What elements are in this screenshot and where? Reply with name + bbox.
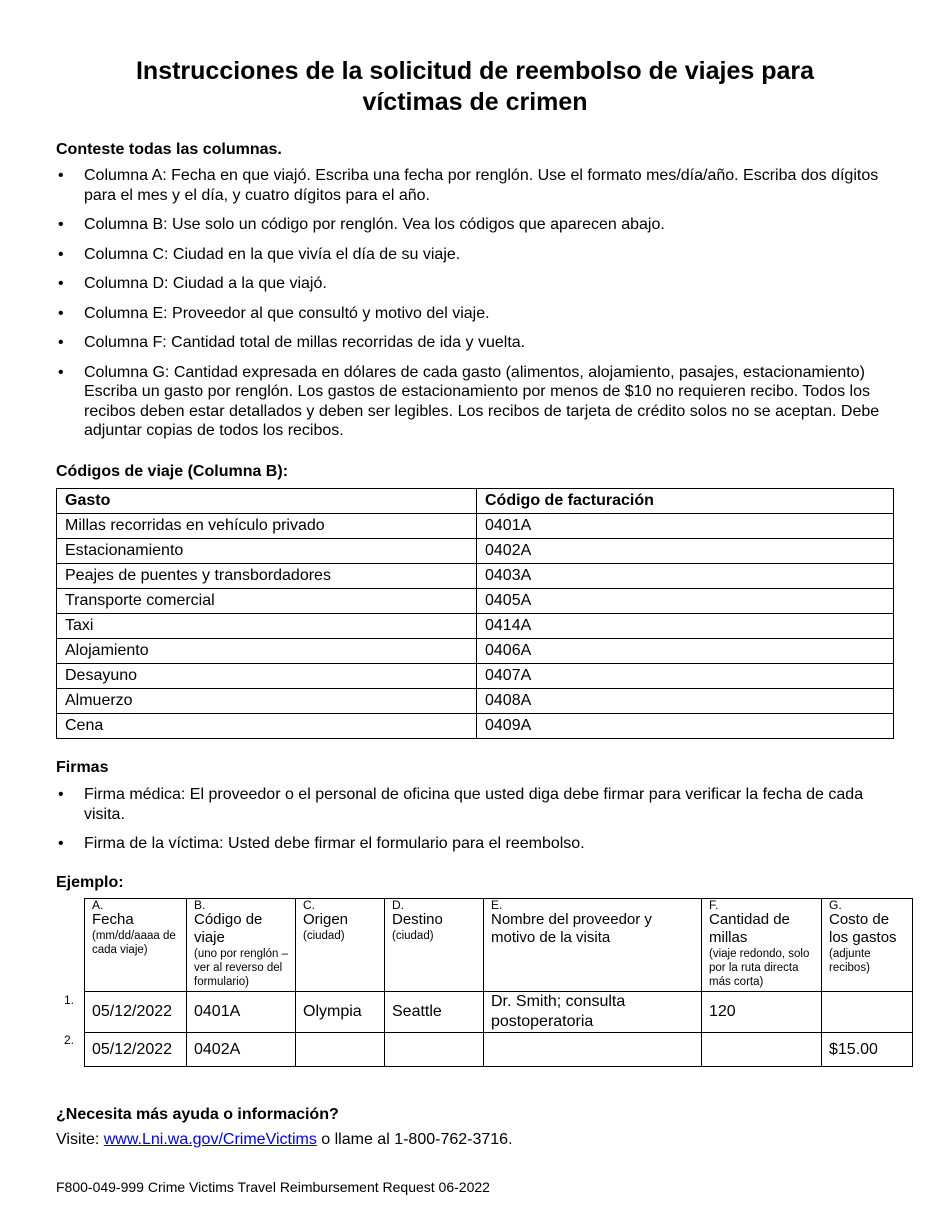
example-cost-cell [822, 992, 913, 1033]
instruction-column-g: • Columna G: Cantidad expresada en dólares de cada gasto (alimentos, alojamiento, pasajes, estacionamiento) Escriba un gasto por renglón. Los gastos de estacionamiento por menos de $10 no requieren recibo. Todos los recibos deben estar detallados y deben ser legibles. Los recibos de tarjeta de crédito solos no se aceptan. Debe adjuntar copias de todos los recibos. [56, 363, 896, 441]
title-line-1: Instrucciones de la solicitud de reembolso de viajes para [135, 57, 814, 85]
table-row [57, 539, 894, 564]
codes-heading: Códigos de viaje (Columna B): [56, 463, 289, 480]
code-cell: 0402A [477, 539, 894, 564]
answer-all-heading: Conteste todas las columnas. [56, 141, 282, 158]
travel-codes-table [56, 488, 894, 739]
example-provider-cell [484, 1033, 702, 1067]
expense-cell: Transporte comercial [57, 589, 477, 614]
expense-cell: Estacionamiento [57, 539, 477, 564]
help-suffix: o llame al 1-800-762-3716. [316, 1131, 513, 1148]
example-col-c: C. Origen (ciudad) [296, 899, 385, 992]
example-miles-cell [702, 1033, 822, 1067]
header-codigo: Código de facturación [477, 489, 894, 514]
column-instructions-list [56, 166, 896, 451]
example-heading: Ejemplo: [56, 874, 124, 891]
example-destination-cell: Seattle [385, 992, 484, 1033]
header-gasto: Gasto [57, 489, 477, 514]
example-provider-cell: Dr. Smith; consulta postoperatoria [484, 992, 702, 1033]
crime-victims-link[interactable]: www.Lni.wa.gov/CrimeVictims [103, 1131, 317, 1148]
example-date-cell: 05/12/2022 [85, 992, 187, 1033]
instruction-column-f: • Columna F: Cantidad total de millas recorridas de ida y vuelta. [56, 333, 896, 353]
instruction-column-c: • Columna C: Ciudad en la que vivía el día de su viaje. [56, 245, 896, 265]
row-number: 2. [64, 1033, 75, 1047]
page-title [60, 56, 890, 118]
example-code-cell: 0402A [187, 1033, 296, 1067]
help-heading: ¿Necesita más ayuda o información? [56, 1106, 339, 1123]
help-prefix: Visite: [56, 1131, 104, 1148]
code-cell: 0408A [477, 689, 894, 714]
table-row [57, 714, 894, 739]
code-cell: 0406A [477, 639, 894, 664]
table-row [57, 614, 894, 639]
instruction-medical-signature: • Firma médica: El proveedor o el personal de oficina que usted diga debe firmar para verificar la fecha de cada visita. [56, 785, 896, 824]
table-header-row [57, 489, 894, 514]
expense-cell: Peajes de puentes y transbordadores [57, 564, 477, 589]
signature-instructions-list [56, 785, 896, 864]
example-header-row [85, 899, 913, 992]
table-row [57, 689, 894, 714]
expense-cell: Taxi [57, 614, 477, 639]
row-number: 1. [64, 993, 75, 1007]
code-cell: 0407A [477, 664, 894, 689]
table-row [57, 664, 894, 689]
table-row [57, 639, 894, 664]
title-line-2: víctimas de crimen [362, 88, 588, 116]
instruction-column-d: • Columna D: Ciudad a la que viajó. [56, 274, 896, 294]
example-table [84, 898, 913, 1067]
instruction-column-b: • Columna B: Use solo un código por renglón. Vea los códigos que aparecen abajo. [56, 215, 896, 235]
signatures-heading: Firmas [56, 759, 109, 776]
instruction-column-a: • Columna A: Fecha en que viajó. Escriba una fecha por renglón. Use el formato mes/día/año. Escriba dos dígitos para el mes y el día, y cuatro dígitos para el año. [56, 166, 896, 205]
table-row [57, 564, 894, 589]
code-cell: 0403A [477, 564, 894, 589]
example-col-g: G. Costo de los gastos (adjunte recibos) [822, 899, 913, 992]
expense-cell: Millas recorridas en vehículo privado [57, 514, 477, 539]
example-destination-cell [385, 1033, 484, 1067]
example-col-b: B. Código de viaje (uno por renglón – ver al reverso del formulario) [187, 899, 296, 992]
expense-cell: Almuerzo [57, 689, 477, 714]
example-col-a: A. Fecha (mm/dd/aaaa de cada viaje) [85, 899, 187, 992]
example-miles-cell: 120 [702, 992, 822, 1033]
example-col-e: E. Nombre del proveedor y motivo de la visita [484, 899, 702, 992]
example-date-cell: 05/12/2022 [85, 1033, 187, 1067]
form-footer: F800-049-999 Crime Victims Travel Reimbursement Request 06-2022 [56, 1179, 490, 1195]
example-code-cell: 0401A [187, 992, 296, 1033]
example-col-d: D. Destino (ciudad) [385, 899, 484, 992]
example-origin-cell [296, 1033, 385, 1067]
instruction-column-e: • Columna E: Proveedor al que consultó y motivo del viaje. [56, 304, 896, 324]
code-cell: 0414A [477, 614, 894, 639]
instruction-victim-signature: • Firma de la víctima: Usted debe firmar el formulario para el reembolso. [56, 834, 896, 854]
example-cost-cell: $15.00 [822, 1033, 913, 1067]
table-row [85, 1033, 913, 1067]
code-cell: 0409A [477, 714, 894, 739]
help-line [56, 1131, 513, 1149]
code-cell: 0401A [477, 514, 894, 539]
table-row [57, 514, 894, 539]
expense-cell: Cena [57, 714, 477, 739]
table-row [85, 992, 913, 1033]
example-col-f: F. Cantidad de millas (viaje redondo, solo por la ruta directa más corta) [702, 899, 822, 992]
table-row [57, 589, 894, 614]
expense-cell: Desayuno [57, 664, 477, 689]
code-cell: 0405A [477, 589, 894, 614]
expense-cell: Alojamiento [57, 639, 477, 664]
example-origin-cell: Olympia [296, 992, 385, 1033]
